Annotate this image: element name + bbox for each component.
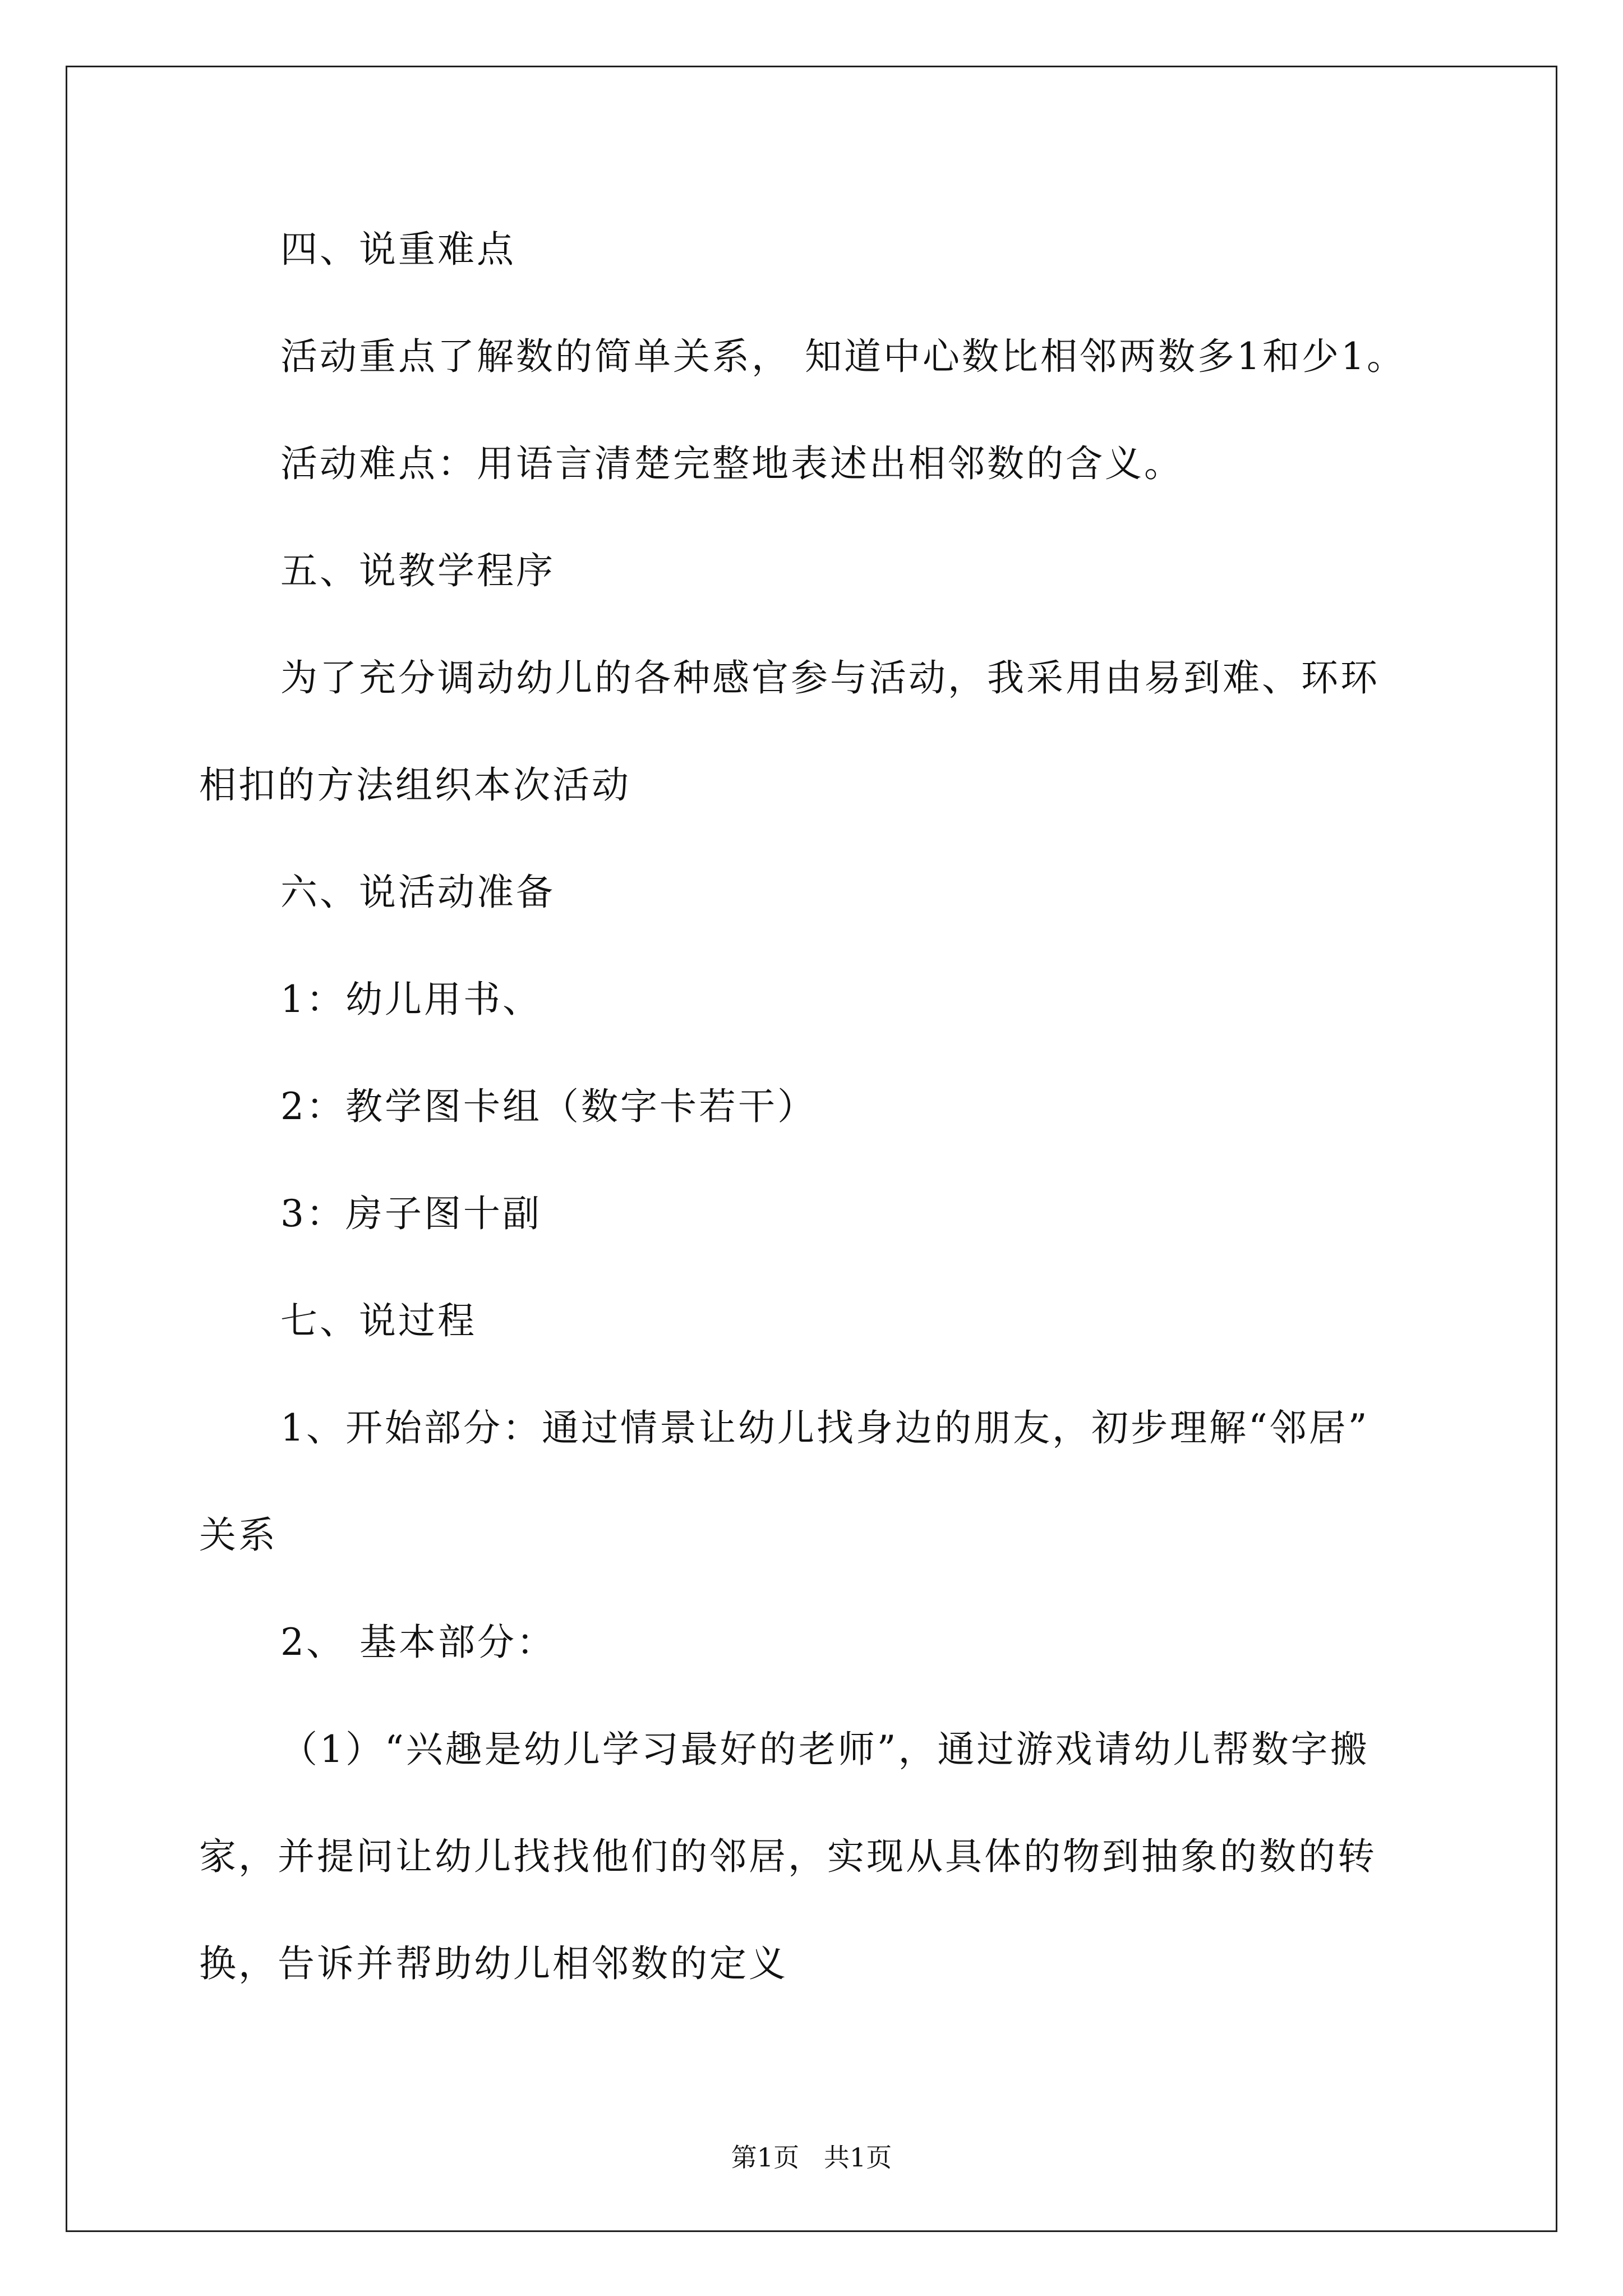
paragraph-interest-line-1: （1）“兴趣是幼儿学习最好的老师”，通过游戏请幼儿帮数字搬 (280, 1728, 1370, 1771)
list-item-preparation-3: 3：房子图十副 (280, 1192, 542, 1235)
section-heading-difficulties: 四、说重难点 (280, 228, 516, 271)
paragraph-interest-line-3: 换，告诉并帮助幼儿相邻数的定义 (199, 1942, 788, 1985)
section-heading-process: 七、说过程 (280, 1299, 477, 1342)
paragraph-process-start-line-1: 1、开始部分：通过情景让幼儿找身边的朋友，初步理解“邻居” (280, 1406, 1370, 1450)
paragraph-interest-line-2: 家，并提问让幼儿找找他们的邻居，实现从具体的物到抽象的数的转 (199, 1835, 1377, 1878)
paragraph-process-start-line-2: 关系 (199, 1513, 278, 1557)
paragraph-key-point: 活动重点了解数的简单关系， 知道中心数比相邻两数多1和少1。 (280, 335, 1406, 378)
list-item-preparation-2: 2：教学图卡组（数字卡若干） (280, 1085, 817, 1128)
section-heading-preparation: 六、说活动准备 (280, 871, 555, 914)
paragraph-process-basic: 2、 基本部分： (280, 1621, 556, 1664)
paragraph-procedure-line-2: 相扣的方法组织本次活动 (199, 763, 631, 807)
paragraph-procedure-line-1: 为了充分调动幼儿的各种感官参与活动，我采用由易到难、环环 (280, 656, 1380, 700)
list-item-preparation-1: 1：幼儿用书、 (280, 978, 542, 1021)
paragraph-difficult-point: 活动难点：用语言清楚完整地表述出相邻数的含义。 (280, 442, 1183, 485)
section-heading-procedure: 五、说教学程序 (280, 549, 555, 592)
page-border (66, 66, 1557, 2232)
page-number-footer: 第1页 共1页 (731, 2142, 892, 2173)
